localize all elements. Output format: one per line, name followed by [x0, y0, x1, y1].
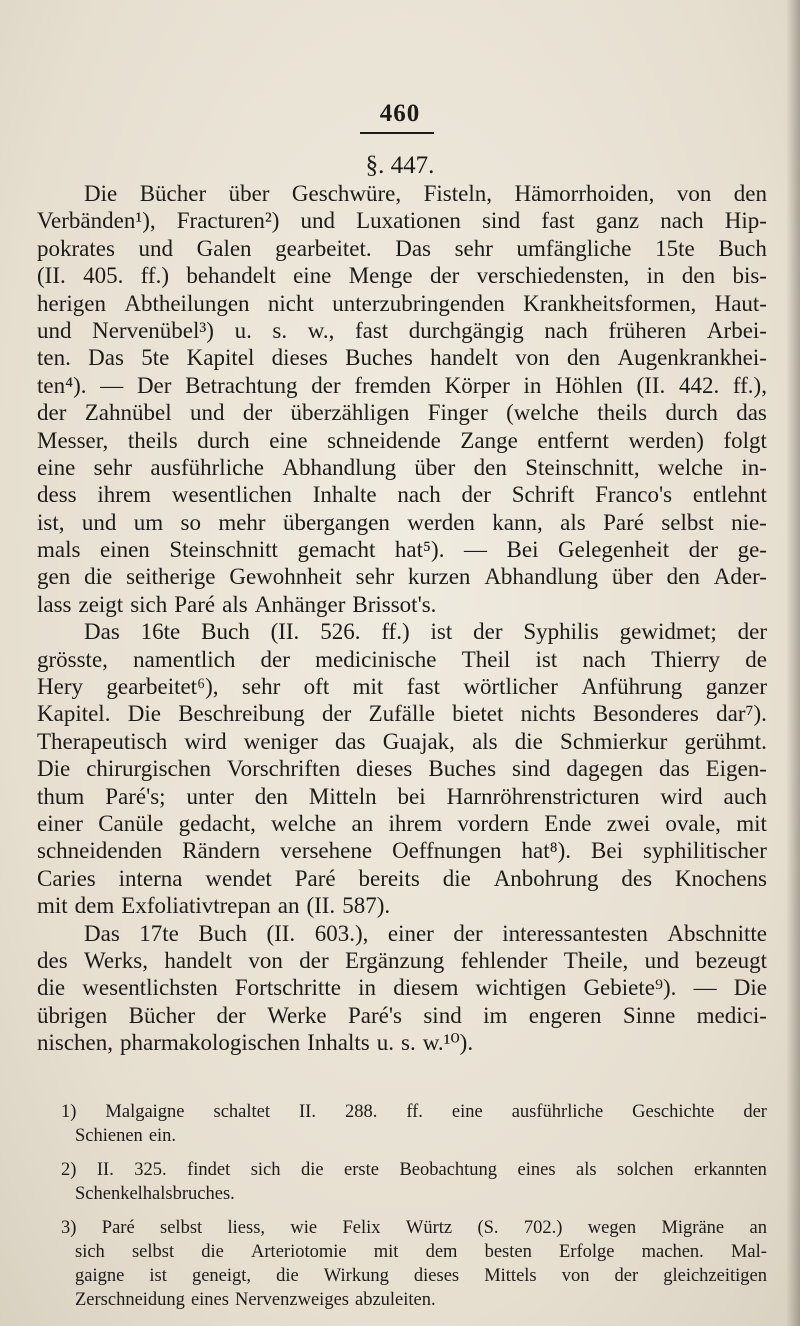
page-edge-shadow [786, 0, 800, 1326]
text-line: nischen, pharmakologischen Inhalts u. s. w.¹⁰). [37, 1030, 474, 1056]
text-line: ten. Das 5te Kapitel dieses Buches handelt von den Augenkrankhei- [37, 345, 767, 371]
text-line: mit dem Exfoliativtrepan an (II. 587). [37, 893, 391, 919]
text-line: Therapeutisch wird weniger das Guajak, als die Schmierkur gerühmt. [37, 728, 767, 754]
body-text [37, 180, 767, 1057]
text-line: Hery gearbeitet⁶), sehr oft mit fast wörtlicher Anführung ganzer [37, 674, 767, 700]
footnote [37, 1100, 767, 1148]
text-line: Die Bücher über Geschwüre, Fisteln, Hämorrhoiden, von den [84, 181, 767, 206]
footnotes [37, 1100, 767, 1322]
text-line: übrigen Bücher der Werke Paré's sind im engeren Sinne medici- [37, 1002, 767, 1028]
page-number: 460 [379, 100, 421, 127]
footnote-line: 2) II. 325. findet sich die erste Beobachtung eines als solchen erkannten [61, 1160, 767, 1180]
footnote-line: sich selbst die Arteriotomie mit dem besten Erfolge machen. Mal- [75, 1242, 767, 1262]
text-line: (II. 405. ff.) behandelt eine Menge der verschiedensten, in den bis- [37, 263, 767, 289]
text-line: herigen Abtheilungen nicht unterzubringenden Krankheitsformen, Haut- [37, 290, 767, 316]
text-line: der Zahnübel und der überzähligen Finger (welche theils durch das [37, 400, 767, 426]
footnote-line: 3) Paré selbst liess, wie Felix Würtz (S. 702.) wegen Migräne an [61, 1218, 767, 1238]
text-line: Verbänden¹), Fracturen²) und Luxationen sind fast ganz nach Hip- [37, 208, 767, 234]
text-line: eine sehr ausführliche Abhandlung über den Steinschnitt, welche in- [37, 454, 767, 480]
text-line: Messer, theils durch eine schneidende Zange entfernt werden) folgt [37, 427, 767, 453]
text-line: ist, und um so mehr übergangen werden kann, als Paré selbst nie- [37, 509, 767, 535]
text-line: pokrates und Galen gearbeitet. Das sehr umfängliche 15te Buch [37, 235, 767, 261]
text-line: die wesentlichsten Fortschritte in diesem wichtigen Gebiete⁹). — Die [37, 975, 767, 1001]
footnote-line: Schenkelhalsbruches. [75, 1184, 235, 1204]
footnote-line: Zerschneidung eines Nervenzweiges abzuleiten. [75, 1290, 436, 1310]
text-line: und Nervenübel³) u. s. w., fast durchgängig nach früheren Arbei- [37, 317, 767, 343]
text-line: Das 16te Buch (II. 526. ff.) ist der Syphilis gewidmet; der [84, 619, 767, 645]
text-line: grösste, namentlich der medicinische Theil ist nach Thierry de [37, 646, 767, 672]
text-line: Caries interna wendet Paré bereits die Anbohrung des Knochens [37, 865, 767, 891]
text-line: dess ihrem wesentlichen Inhalte nach der Schrift Franco's entlehnt [37, 482, 767, 508]
text-line: lass zeigt sich Paré als Anhänger Brissot's. [37, 591, 437, 617]
footnote [37, 1158, 767, 1206]
footnote-line: Schienen ein. [75, 1126, 177, 1146]
page-number-rule [360, 132, 434, 134]
text-line: Das 17te Buch (II. 603.), einer der interessantesten Abschnitte [84, 920, 767, 946]
text-line: mals einen Steinschnitt gemacht hat⁵). — Bei Gelegenheit der ge- [37, 537, 767, 563]
text-line: Kapitel. Die Beschreibung der Zufälle bietet nichts Besonderes dar⁷). [37, 701, 767, 727]
text-line: thum Paré's; unter den Mitteln bei Harnröhrenstricturen wird auch [37, 783, 767, 809]
footnote-line: 1) Malgaigne schaltet II. 288. ff. eine ausführliche Geschichte der [61, 1102, 767, 1122]
text-line: ten⁴). — Der Betrachtung der fremden Körper in Höhlen (II. 442. ff.), [37, 372, 767, 398]
footnote-line: gaigne ist geneigt, die Wirkung dieses Mittels von der gleichzeitigen [75, 1266, 767, 1286]
text-line: einer Canüle gedacht, welche an ihrem vordern Ende zwei ovale, mit [37, 810, 767, 836]
section-heading: §. 447. [365, 152, 435, 179]
text-line: schneidenden Rändern versehene Oeffnungen hat⁸). Bei syphilitischer [37, 838, 767, 864]
text-line: Die chirurgischen Vorschriften dieses Buches sind dagegen das Eigen- [37, 756, 767, 782]
text-line: des Werks, handelt von der Ergänzung fehlender Theile, und bezeugt [37, 947, 767, 973]
text-line: gen die seitherige Gewohnheit sehr kurzen Abhandlung über den Ader- [37, 564, 767, 590]
footnote [37, 1216, 767, 1312]
